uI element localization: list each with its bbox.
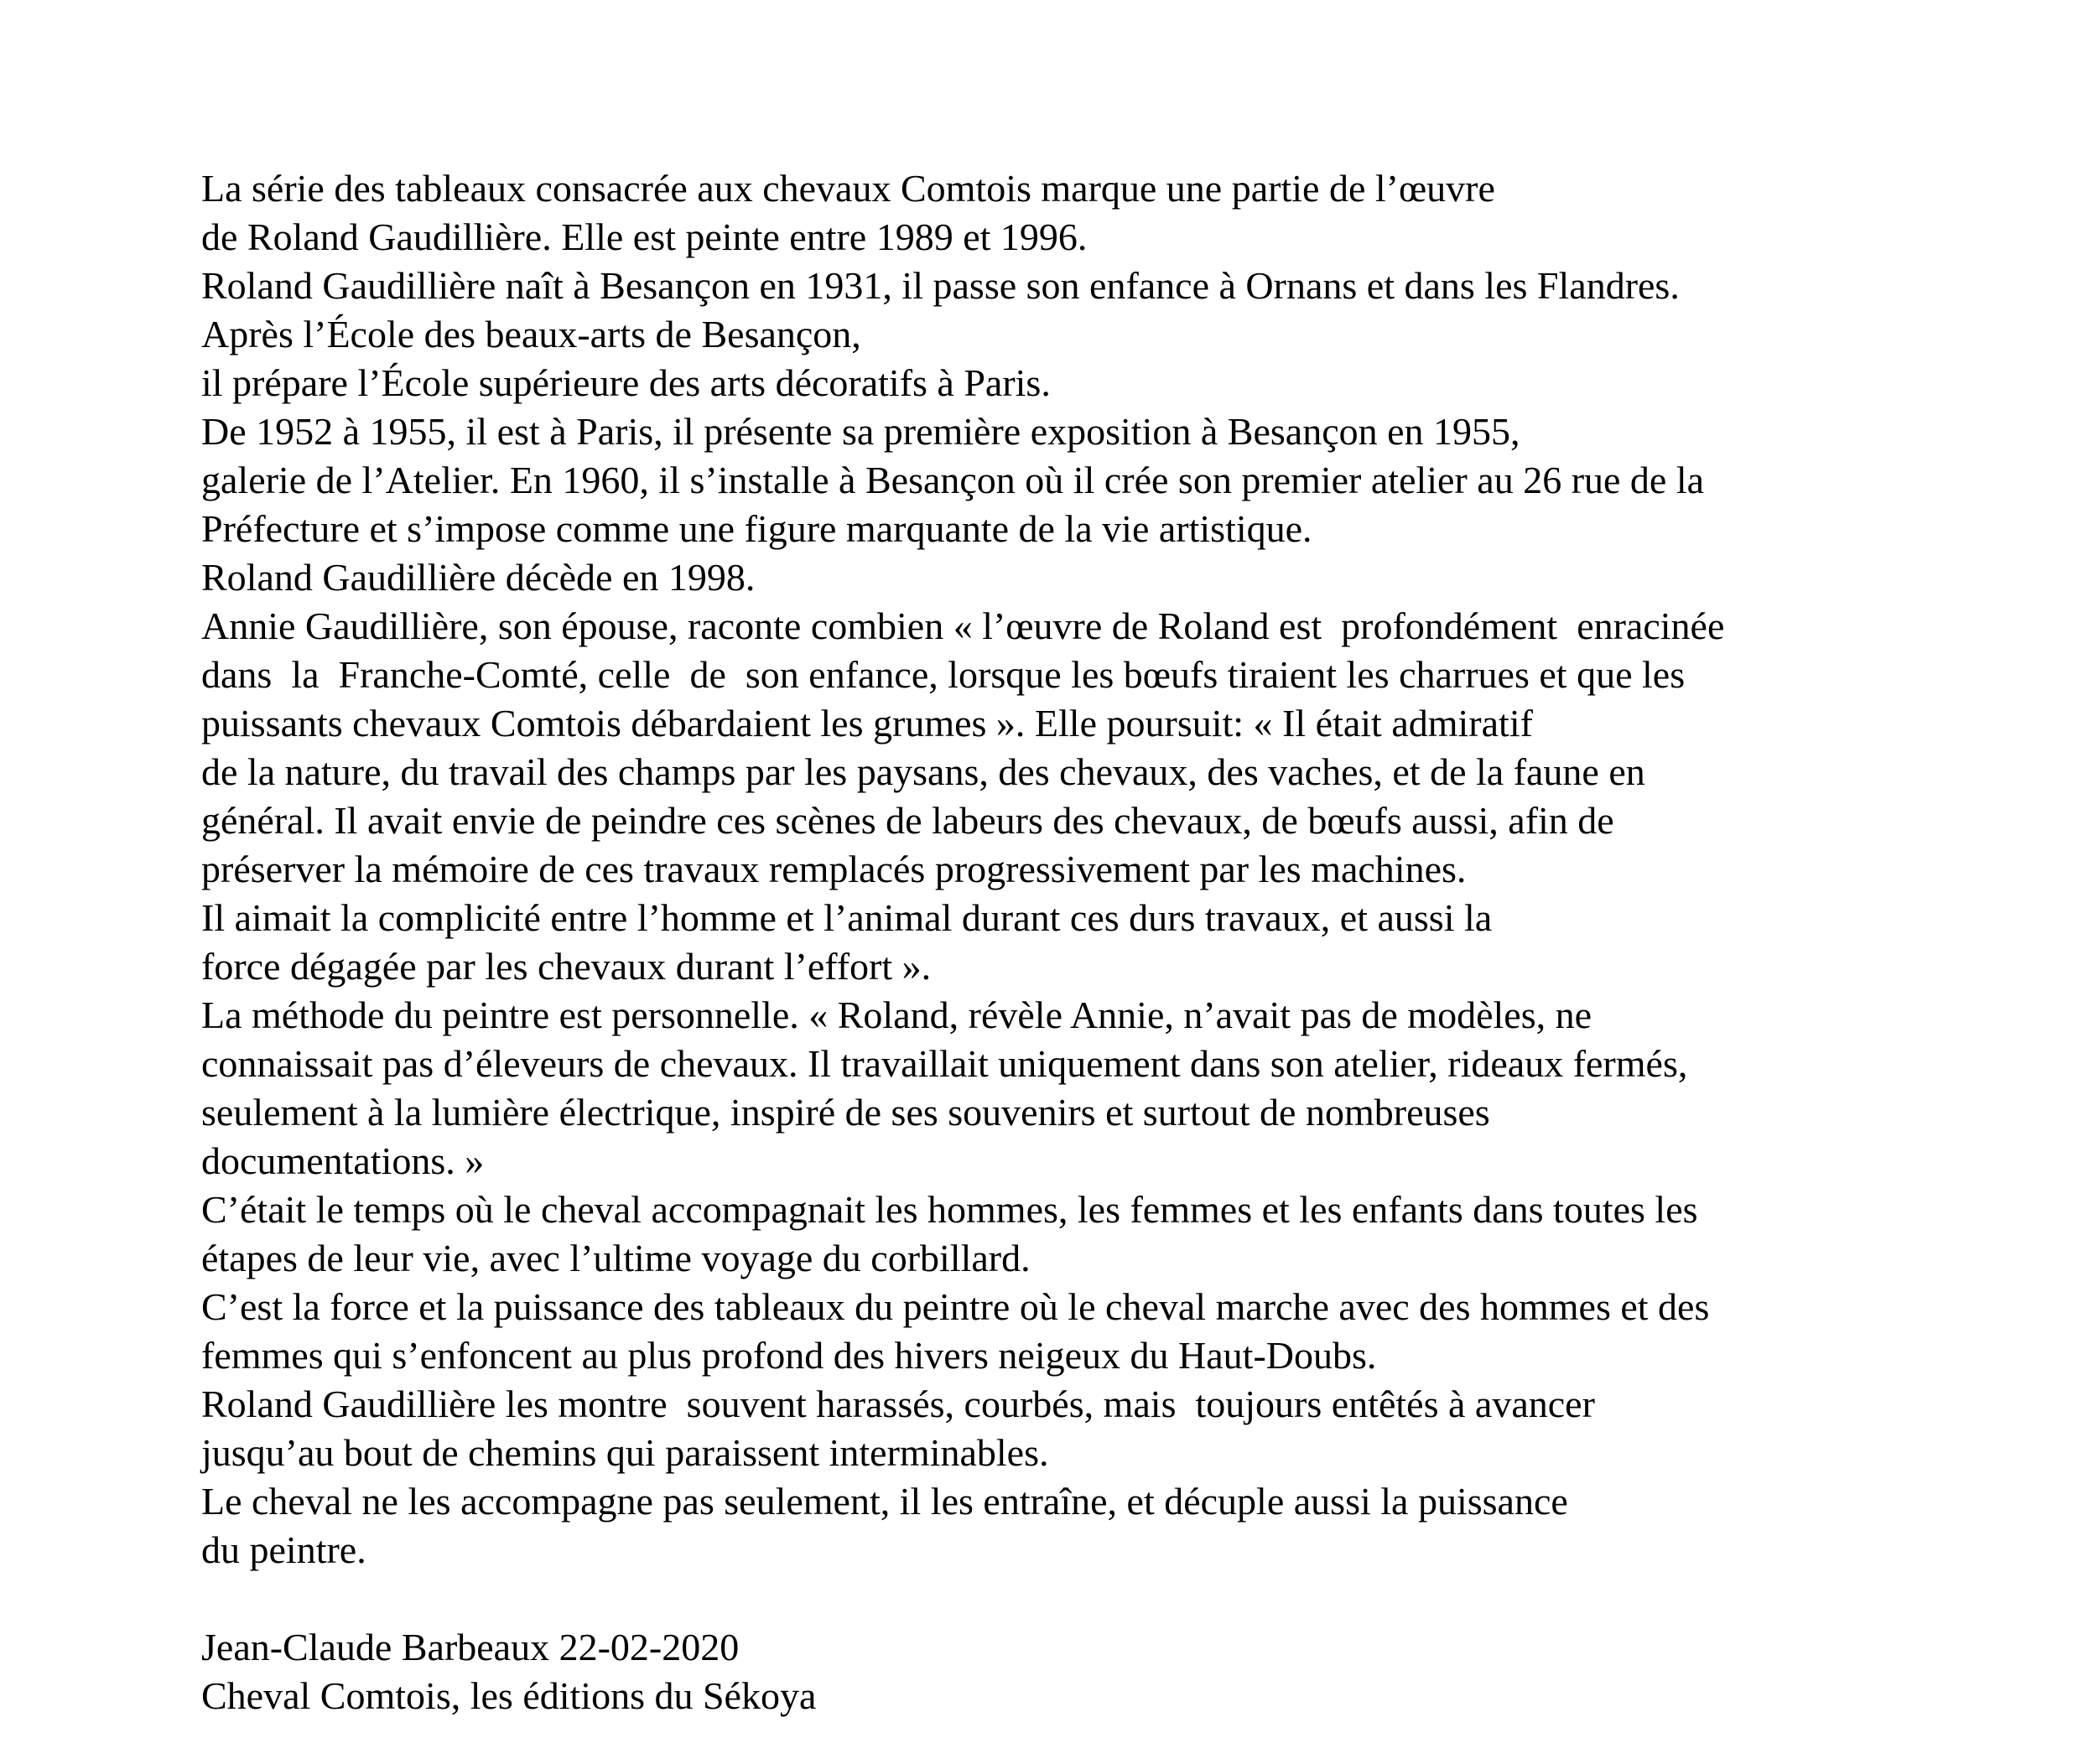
text-line: de Roland Gaudillière. Elle est peinte entre 1989 et 1996. [201,215,1088,258]
text-line: du peintre. [201,1528,366,1571]
text-line: La méthode du peintre est personnelle. « Roland, révèle Annie, n’avait pas de modèles, ne [201,994,1592,1036]
text-line: connaissait pas d’éleveurs de chevaux. Il travaillait uniquement dans son atelier, rideaux fermés, [201,1042,1688,1085]
text-line: De 1952 à 1955, il est à Paris, il présente sa première exposition à Besançon en 1955, [201,410,1520,453]
text-line: Le cheval ne les accompagne pas seulement, il les entraîne, et décuple aussi la puissance [201,1480,1568,1523]
text-line: Roland Gaudillière décède en 1998. [201,556,756,599]
text-line: Il aimait la complicité entre l’homme et l’animal durant ces durs travaux, et aussi la [201,896,1493,939]
text-line: seulement à la lumière électrique, inspiré de ses souvenirs et surtout de nombreuses [201,1091,1490,1134]
paragraph-gap [201,1575,2046,1623]
text-line: C’est la force et la puissance des tableaux du peintre où le cheval marche avec des hommes et des [201,1285,1710,1328]
text-line: Roland Gaudillière naît à Besançon en 1931, il passe son enfance à Ornans et dans les Flandres. [201,264,1680,307]
text-line: galerie de l’Atelier. En 1960, il s’installe à Besançon où il crée son premier atelier au 26 rue de la [201,459,1705,501]
text-line: il prépare l’École supérieure des arts décoratifs à Paris. [201,361,1051,404]
text-line: préserver la mémoire de ces travaux remplacés progressivement par les machines. [201,848,1467,890]
document-body [201,164,2046,1720]
text-line: puissants chevaux Comtois débardaient les grumes ». Elle poursuit: « Il était admiratif [201,702,1533,745]
signature-source: Cheval Comtois, les éditions du Sékoya [201,1674,817,1717]
text-line: Après l’École des beaux-arts de Besançon, [201,313,861,355]
text-line: force dégagée par les chevaux durant l’effort ». [201,945,932,988]
text-line: C’était le temps où le cheval accompagnait les hommes, les femmes et les enfants dans toutes les [201,1188,1698,1231]
text-line: de la nature, du travail des champs par les paysans, des chevaux, des vaches, et de la faune en [201,750,1645,793]
signature-author-date: Jean-Claude Barbeaux 22-02-2020 [201,1626,740,1668]
text-line: Préfecture et s’impose comme une figure marquante de la vie artistique. [201,507,1312,550]
text-line: étapes de leur vie, avec l’ultime voyage du corbillard. [201,1237,1031,1279]
text-line: dans la Franche-Comté, celle de son enfance, lorsque les bœufs tiraient les charrues et que les [201,653,1686,696]
text-line: documentations. » [201,1139,485,1182]
text-line: général. Il avait envie de peindre ces scènes de labeurs des chevaux, de bœufs aussi, afin de [201,799,1614,842]
text-line: jusqu’au bout de chemins qui paraissent interminables. [201,1431,1049,1474]
text-line: femmes qui s’enfoncent au plus profond des hivers neigeux du Haut-Doubs. [201,1334,1377,1377]
text-line: La série des tableaux consacrée aux chevaux Comtois marque une partie de l’œuvre [201,167,1495,210]
text-line: Annie Gaudillière, son épouse, raconte combien « l’œuvre de Roland est profondément enracinée [201,604,1725,647]
text-line: Roland Gaudillière les montre souvent harassés, courbés, mais toujours entêtés à avancer [201,1383,1595,1425]
